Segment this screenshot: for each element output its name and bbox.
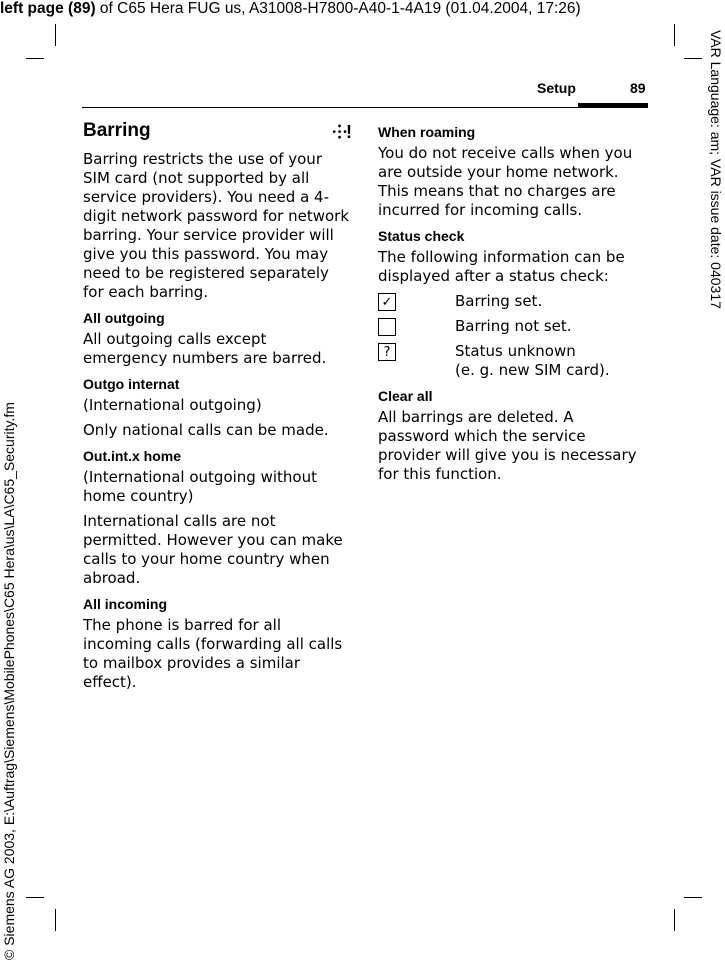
intro-paragraph: Barring restricts the use of your SIM card (not supported by all service providers). You need a 4-digit network password for network barring. Your service provider will give you this password. You may need to be registered separately for each barring. bbox=[83, 150, 350, 301]
crop-mark bbox=[674, 24, 675, 46]
section-title-text: Barring bbox=[83, 120, 151, 141]
print-header-line bbox=[0, 0, 725, 18]
heading-all-incoming: All incoming bbox=[83, 596, 167, 612]
status-check-text: The following information can be displayed after a status check: bbox=[378, 248, 625, 285]
status-item-set bbox=[378, 292, 646, 311]
all-outgoing-text: All outgoing calls except emergency numbers are barred. bbox=[83, 330, 327, 367]
outgo-internat-sub: (International outgoing) bbox=[83, 396, 262, 414]
left-column bbox=[83, 118, 351, 698]
clear-all-text: All barrings are deleted. A password which the service provider will give you is necessary for this function. bbox=[378, 408, 637, 483]
side-file-path: © Siemens AG 2003, E:\Auftrag\Siemens\MobilePhones\C65 Hera\us\LA\C65_Security.fm bbox=[1, 402, 17, 960]
network-service-icon: ⸭! bbox=[332, 122, 351, 142]
heading-status-check: Status check bbox=[378, 228, 465, 244]
running-header-section: Setup bbox=[537, 80, 576, 96]
when-roaming-text: You do not receive calls when you are outside your home network. This means that no charges are incurred for incoming calls. bbox=[378, 144, 633, 219]
status-item-label: Barring not set. bbox=[455, 317, 572, 335]
all-incoming-text: The phone is barred for all incoming calls (forwarding all calls to mailbox provides a similar effect). bbox=[83, 616, 343, 691]
heading-outgo-internat: Outgo internat bbox=[83, 376, 180, 392]
header-rule bbox=[82, 107, 648, 108]
outgo-internat-text: Only national calls can be made. bbox=[83, 421, 329, 439]
heading-all-outgoing: All outgoing bbox=[83, 310, 165, 326]
checkbox-empty-icon bbox=[378, 318, 396, 336]
status-unknown-note: (e. g. new SIM card). bbox=[455, 361, 610, 379]
crop-mark bbox=[684, 897, 702, 898]
side-language-info: VAR Language: am; VAR issue date: 040317 bbox=[708, 30, 724, 309]
outint-home-sub: (International outgoing without home country) bbox=[83, 468, 317, 505]
header-rule-accent bbox=[578, 103, 648, 107]
status-item-not-set bbox=[378, 317, 646, 336]
crop-mark bbox=[26, 897, 44, 898]
crop-mark bbox=[26, 58, 44, 59]
print-header-bold: left page (89) bbox=[0, 0, 96, 17]
right-column bbox=[378, 118, 646, 490]
heading-clear-all: Clear all bbox=[378, 388, 433, 404]
heading-outint-home: Out.int.x home bbox=[83, 448, 181, 464]
question-box-icon: ? bbox=[378, 343, 396, 361]
status-unknown-label: Status unknown bbox=[455, 342, 576, 360]
status-item-label: Barring set. bbox=[455, 292, 543, 310]
outint-home-text: International calls are not permitted. However you can make calls to your home country when abroad. bbox=[83, 512, 343, 587]
section-title bbox=[83, 120, 351, 142]
checkbox-checked-icon: ✓ bbox=[378, 293, 396, 311]
heading-when-roaming: When roaming bbox=[378, 124, 476, 140]
print-header-rest: of C65 Hera FUG us, A31008-H7800-A40-1-4A19 (01.04.2004, 17:26) bbox=[95, 0, 581, 17]
status-item-label bbox=[455, 342, 610, 380]
page-number: 89 bbox=[630, 80, 646, 96]
status-item-unknown bbox=[378, 342, 646, 380]
crop-mark bbox=[55, 24, 56, 46]
crop-mark bbox=[674, 909, 675, 931]
crop-mark bbox=[684, 58, 702, 59]
crop-mark bbox=[55, 909, 56, 931]
